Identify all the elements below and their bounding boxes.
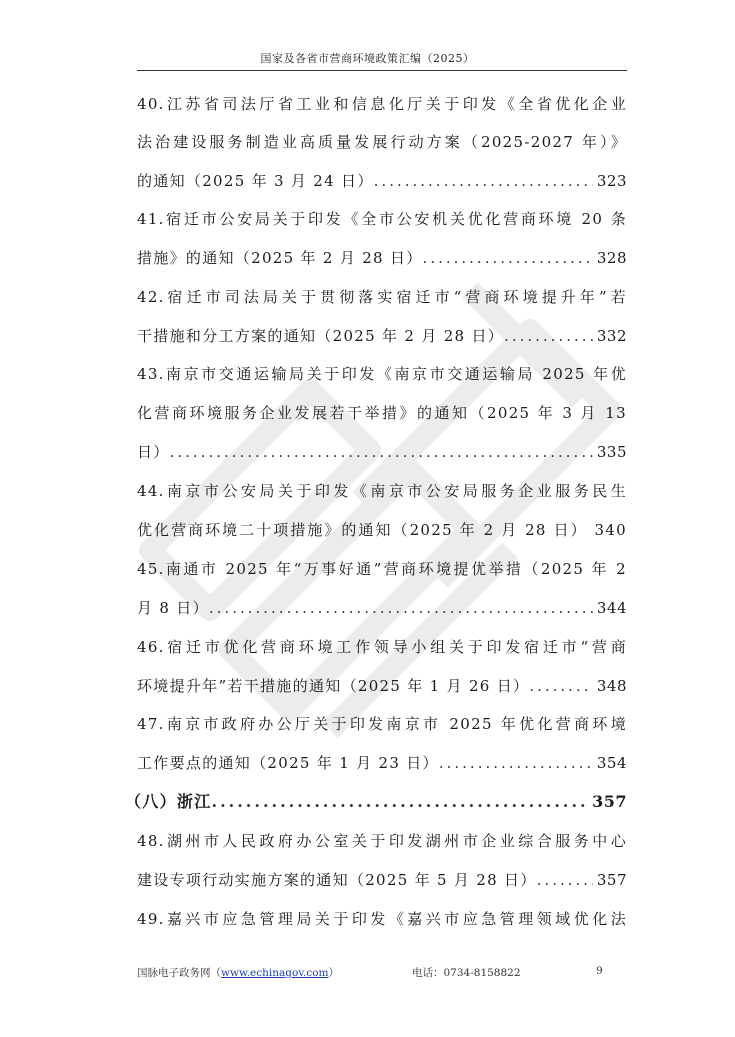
toc-entry-40-line1[interactable]: 40.江苏省司法厅省工业和信息化厅关于印发《全省优化企业: [137, 95, 627, 113]
leader-dots: [374, 162, 593, 200]
toc-entry-46-text: 环境提升年”若干措施的通知（2025 年 1 月 26 日）: [137, 677, 530, 695]
toc-entry-45-page: 344: [596, 599, 627, 617]
leader-dots: [212, 783, 589, 821]
toc-entry-49-line1[interactable]: 49.嘉兴市应急管理局关于印发《嘉兴市应急管理领域优化法: [137, 910, 627, 928]
toc-entry-43-line1[interactable]: 43.南京市交通运输局关于印发《南京市交通运输局 2025 年优: [137, 365, 627, 383]
toc-entry-42-line1[interactable]: 42.宿迁市司法局关于贯彻落实宿迁市“营商环境提升年”若: [137, 288, 627, 306]
toc-entry-42-line2[interactable]: [137, 317, 627, 355]
toc-entry-47-page: 354: [596, 754, 627, 772]
toc-entry-41-line1[interactable]: 41.宿迁市公安局关于印发《全市公安机关优化营商环境 20 条: [137, 210, 627, 228]
toc-entry-43-page: 335: [596, 443, 627, 461]
toc-entry-46-line1[interactable]: 46.宿迁市优化营商环境工作领导小组关于印发宿迁市“营商: [137, 638, 627, 656]
toc-entry-43-line3[interactable]: [137, 433, 627, 471]
leader-dots: [170, 433, 593, 471]
toc-entry-40-text: 的通知（2025 年 3 月 24 日）: [137, 172, 374, 190]
toc-entry-42-page: 332: [596, 327, 627, 345]
leader-dots: [423, 239, 593, 277]
toc-entry-48-page: 357: [596, 871, 627, 889]
toc-entry-44-line2[interactable]: 优化营商环境二十项措施》的通知（2025 年 2 月 28 日） 340: [137, 521, 627, 539]
leader-dots: [529, 667, 593, 705]
toc-section-label: （八）浙江: [125, 792, 212, 811]
toc-entry-46-page: 348: [596, 677, 627, 695]
leader-dots: [209, 589, 593, 627]
toc-entry-43-line2[interactable]: 化营商环境服务企业发展若干举措》的通知（2025 年 3 月 13: [137, 404, 627, 422]
footer-website-link[interactable]: www.echinagov.com: [221, 967, 329, 979]
toc-entry-42-text: 干措施和分工方案的通知（2025 年 2 月 28 日）: [137, 327, 505, 345]
toc-entry-41-text: 措施》的通知（2025 年 2 月 28 日）: [137, 249, 423, 267]
footer-phone: 电话：0734-8158822: [412, 967, 521, 979]
toc-entry-40-line3[interactable]: [137, 162, 627, 200]
toc-entry-48-line1[interactable]: 48.湖州市人民政府办公室关于印发湖州市企业综合服务中心: [137, 832, 627, 850]
footer-org: [137, 965, 339, 980]
toc-entry-47-line2[interactable]: [137, 744, 627, 782]
toc-entry-43-text: 日）: [137, 443, 170, 461]
toc-entry-47-line1[interactable]: 47.南京市政府办公厅关于印发南京市 2025 年优化营商环境: [137, 715, 627, 733]
toc-entry-46-line2[interactable]: [137, 667, 627, 705]
toc-entry-48-text: 建设专项行动实施方案的通知（2025 年 5 月 28 日）: [137, 871, 537, 889]
toc-entry-45-line2[interactable]: [137, 589, 627, 627]
toc-entry-44-line1[interactable]: 44.南京市公安局关于印发《南京市公安局服务企业服务民生: [137, 482, 627, 500]
toc-entry-45-line1[interactable]: 45.南通市 2025 年“万事好通”营商环境提优举措（2025 年 2: [137, 560, 627, 578]
running-header: 国家及各省市营商环境政策汇编（2025）: [260, 52, 475, 65]
leader-dots: [504, 317, 593, 355]
toc-section-page: 357: [592, 792, 627, 811]
toc-entry-48-line2[interactable]: [137, 861, 627, 899]
toc-entry-40-page: 323: [596, 172, 627, 190]
footer-page-number: 9: [596, 965, 603, 977]
toc-entry-45-text: 月 8 日）: [137, 599, 209, 617]
leader-dots: [537, 861, 593, 899]
footer-org-close: ）: [328, 967, 340, 979]
footer-org-name: 国脉电子政务网（: [137, 967, 221, 979]
toc-entry-47-text: 工作要点的通知（2025 年 1 月 23 日）: [137, 754, 439, 772]
leader-dots: [439, 744, 593, 782]
toc-entry-41-page: 328: [596, 249, 627, 267]
toc-entry-41-line2[interactable]: [137, 239, 627, 277]
toc-section-zhejiang[interactable]: [125, 783, 627, 821]
header-rule: [137, 70, 627, 71]
toc-entry-40-line2[interactable]: 法治建设服务制造业高质量发展行动方案（2025-2027 年）》: [137, 133, 627, 151]
